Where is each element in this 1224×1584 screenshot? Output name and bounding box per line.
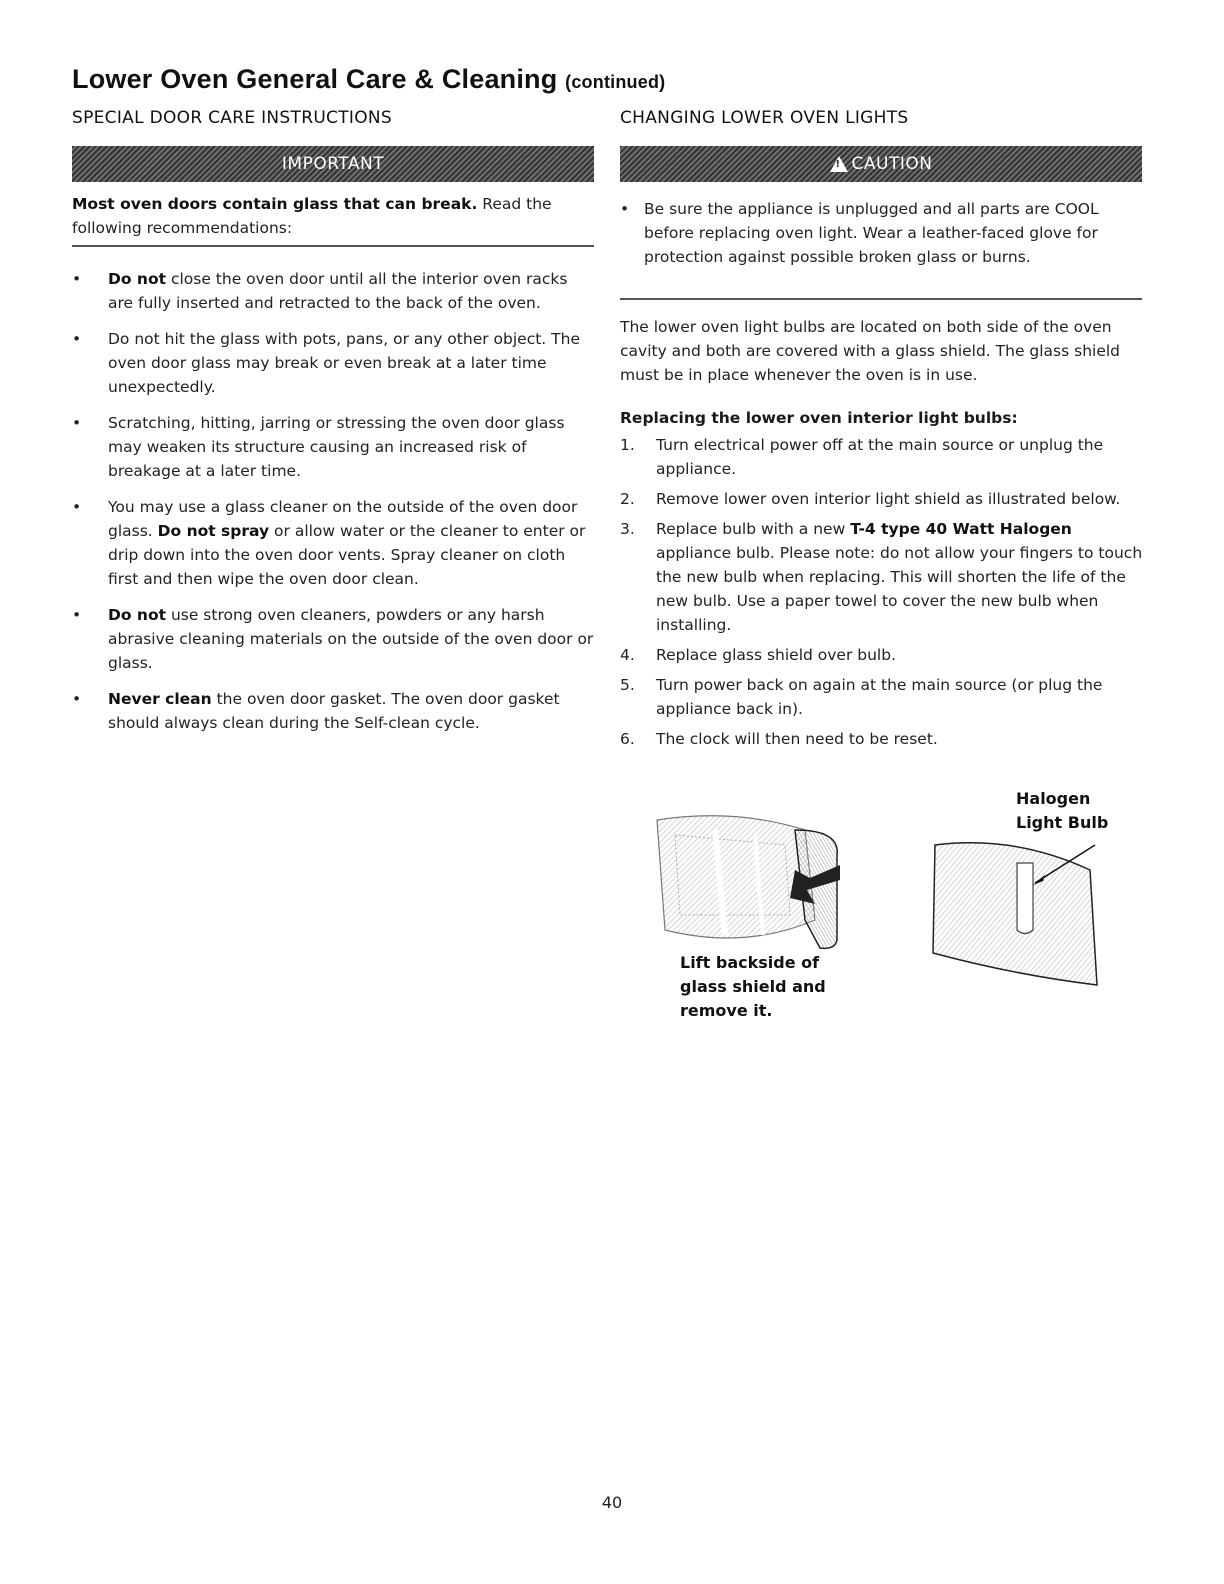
list-item — [72, 603, 596, 675]
list-item — [72, 495, 596, 591]
caution-banner — [620, 146, 1142, 182]
replacement-steps-title: Replacing the lower oven interior light bulbs: — [620, 409, 1018, 427]
list-item-bold: Do not — [108, 606, 167, 624]
list-item-text: the oven door gasket. The oven door gasket should always clean during the Self-clean cycle. — [108, 690, 560, 732]
page-title-text: Lower Oven General Care & Cleaning — [72, 64, 558, 94]
bullet-icon: • — [72, 606, 82, 624]
bullet-icon: • — [620, 200, 630, 218]
door-glass-warning — [72, 192, 592, 240]
step-text: The clock will then need to be reset. — [656, 730, 938, 748]
door-care-list — [72, 267, 596, 747]
step-number: 5. — [620, 676, 635, 694]
oven-lights-intro: The lower oven light bulbs are located on both side of the oven cavity and both are covered with a glass shield. The glass shield must be in place whenever the oven is in use. — [620, 318, 1121, 384]
figure-label-halogen: Halogen Light Bulb — [1016, 789, 1109, 832]
step-text: appliance bulb. Please note: do not allow your fingers to touch the new bulb when replacing. This will shorten the life of the new bulb. Use a paper towel to cover the new bulb when installing. — [656, 544, 1143, 634]
door-glass-warning-rest: Read the following recommendations: — [72, 195, 552, 237]
step-number: 4. — [620, 646, 635, 664]
list-item-text: close the oven door until all the interior oven racks are fully inserted and retracted to the back of the oven. — [108, 270, 568, 312]
list-item-text: Scratching, hitting, jarring or stressing the oven door glass may weaken its structure causing an increased risk of breakage at a later time. — [108, 414, 565, 480]
list-item-text: or allow water or the cleaner to enter or drip down into the oven door vents. Spray cleaner on cloth first and then wipe the oven door clean. — [108, 522, 586, 588]
step-number: 6. — [620, 730, 635, 748]
step-text: Remove lower oven interior light shield as illustrated below. — [656, 490, 1121, 508]
glass-shield-removal-illustration — [645, 800, 845, 950]
list-item — [72, 267, 596, 315]
list-item — [72, 687, 596, 735]
list-item — [72, 327, 596, 399]
list-item-bold: Never clean — [108, 690, 212, 708]
step-number: 2. — [620, 490, 635, 508]
step-text: Turn electrical power off at the main source or unplug the appliance. — [656, 436, 1104, 478]
step-item — [620, 517, 1144, 637]
step-item — [620, 643, 1144, 667]
list-item-bold: Do not spray — [157, 522, 270, 540]
bullet-icon: • — [72, 690, 82, 708]
bullet-icon: • — [72, 270, 82, 288]
divider-right — [620, 298, 1142, 300]
caution-text-body: Be sure the appliance is unplugged and all parts are COOL before replacing oven light. Wear a leather-faced glove for protection against possible broken glass or burns. — [644, 200, 1099, 266]
step-item — [620, 487, 1144, 511]
list-item — [72, 411, 596, 483]
step-number: 1. — [620, 436, 635, 454]
important-banner — [72, 146, 594, 182]
warning-icon: ! — [830, 156, 848, 172]
list-item-text: Do not hit the glass with pots, pans, or any other object. The oven door glass may break or even break at a later time unexpectedly. — [108, 330, 580, 396]
caution-text — [620, 197, 1145, 269]
step-item — [620, 673, 1144, 721]
page-number: 40 — [601, 1493, 623, 1512]
figure-label-lift: Lift backside of glass shield and remove it. — [680, 953, 826, 1020]
step-item — [620, 727, 1144, 751]
step-number: 3. — [620, 520, 635, 538]
list-item-bold: Do not — [108, 270, 167, 288]
important-banner-label: IMPORTANT — [281, 154, 385, 174]
list-item-pre: You may use a glass cleaner on the outside of the oven door glass. — [108, 498, 578, 540]
bullet-icon: • — [72, 330, 82, 348]
section-heading-oven-lights: CHANGING LOWER OVEN LIGHTS — [620, 108, 909, 128]
divider-left — [72, 245, 594, 247]
step-text: Turn power back on again at the main source (or plug the appliance back in). — [656, 676, 1103, 718]
section-heading-door-care: SPECIAL DOOR CARE INSTRUCTIONS — [72, 108, 393, 128]
halogen-bulb-illustration — [925, 835, 1105, 995]
replacement-steps — [620, 433, 1144, 757]
step-text: Replace glass shield over bulb. — [656, 646, 897, 664]
bullet-icon: • — [72, 498, 82, 516]
step-item — [620, 433, 1144, 481]
door-glass-warning-bold: Most oven doors contain glass that can break. — [72, 195, 478, 213]
caution-banner-label: CAUTION — [851, 154, 933, 174]
page-title — [72, 64, 665, 95]
page-title-suffix: (continued) — [565, 72, 666, 92]
bullet-icon: • — [72, 414, 82, 432]
step-pre: Replace bulb with a new — [656, 520, 851, 538]
step-bold: T-4 type 40 Watt Halogen — [850, 520, 1072, 538]
list-item-text: use strong oven cleaners, powders or any harsh abrasive cleaning materials on the outside of the oven door or glass. — [108, 606, 594, 672]
